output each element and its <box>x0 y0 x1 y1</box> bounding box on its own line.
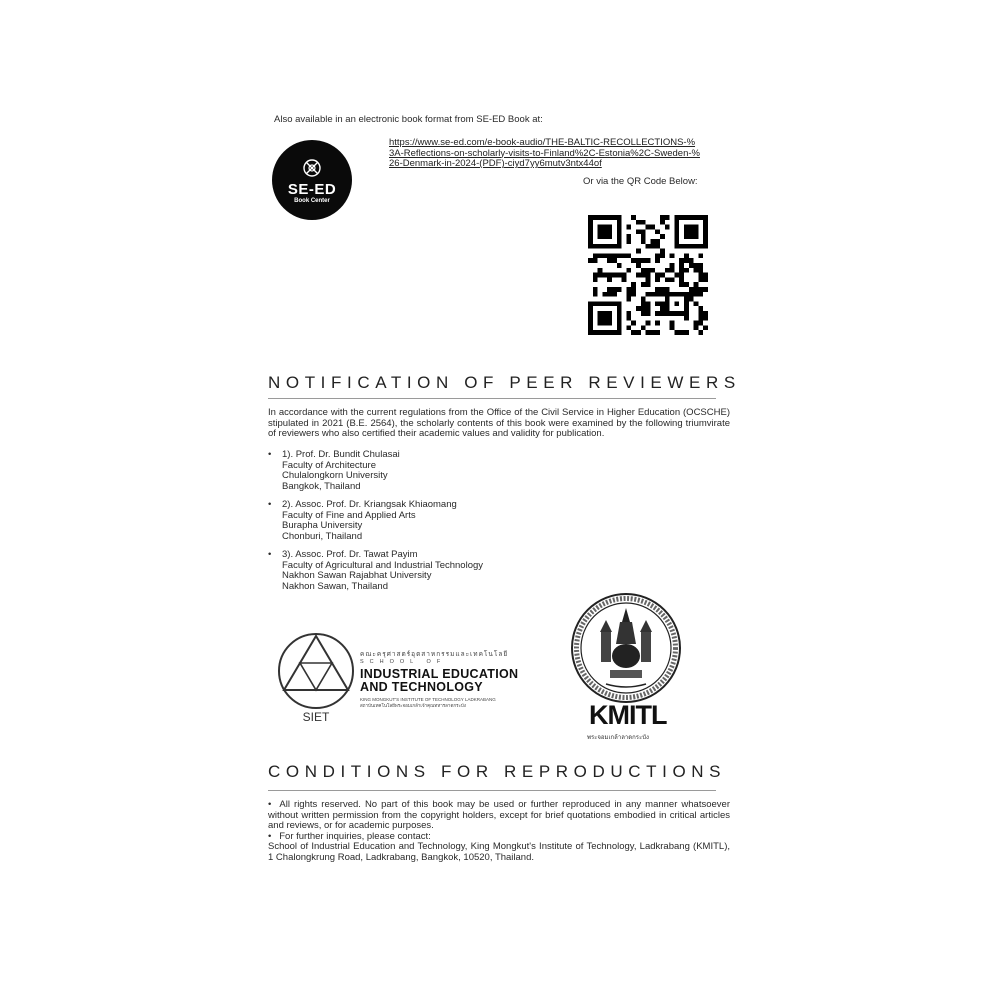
iet-line-2: AND TECHNOLOGY <box>360 680 483 694</box>
se-ed-brand: SE-ED <box>287 181 337 198</box>
inquiry-text: For further inquiries, please contact: <box>279 830 431 842</box>
se-ed-subtitle: Book Center <box>294 198 330 204</box>
heading-divider <box>268 398 716 399</box>
se-ed-logo-icon <box>302 158 322 178</box>
bullet-icon: • <box>268 499 272 510</box>
iet-line-1: INDUSTRIAL EDUCATION <box>360 667 519 681</box>
rights-text: All rights reserved. No part of this book may be used or further reproduced in any manner whatsoever without written permission from the copyright holders, except for brief quotations embodied in critical articles and reviews, or for academic purposes. <box>268 799 730 831</box>
kmitl-thai-small: สถาบันเทคโนโลยีพระจอมเกล้าเจ้าคุณทหารลาดกระบัง <box>360 703 466 708</box>
reviewer-faculty: Faculty of Architecture <box>282 459 376 471</box>
reviewer-item <box>268 500 568 542</box>
peer-reviewers-heading: NOTIFICATION OF PEER REVIEWERS <box>268 373 741 392</box>
school-of-label: SCHOOL OF <box>360 659 447 665</box>
contact-address: School of Industrial Education and Technology, King Mongkut's Institute of Technology, Ladkrabang (KMITL), 1 Chalongkrung Road, Ladkrabang, Bangkok, 10520, Thailand. <box>268 841 730 863</box>
reviewer-faculty: Faculty of Fine and Applied Arts <box>282 509 416 521</box>
iet-wordmark <box>360 649 520 709</box>
siet-thai-name: คณะครุศาสตร์อุตสาหกรรมและเทคโนโลยี <box>360 651 509 658</box>
ebook-url-link[interactable] <box>389 138 729 170</box>
reviewer-university: Nakhon Sawan Rajabhat University <box>282 570 432 581</box>
kmitl-english-small: KING MONGKUT'S INSTITUTE OF TECHNOLOGY LADKRABANG <box>360 697 496 702</box>
ebook-availability-text: Also available in an electronic book format from SE-ED Book at: <box>274 114 543 125</box>
reviewer-faculty: Faculty of Agricultural and Industrial Technology <box>282 559 484 571</box>
conditions-heading: CONDITIONS FOR REPRODUCTIONS <box>268 762 727 781</box>
qr-code[interactable] <box>588 215 708 335</box>
bullet-icon: • <box>268 549 272 560</box>
bullet-icon: • <box>268 799 280 810</box>
kmitl-wordmark: KMITL <box>589 700 667 730</box>
url-line: 3A-Reflections-on-scholarly-visits-to-Finland%2C-Estonia%2C-Sweden-% <box>389 147 700 159</box>
bullet-icon: • <box>268 449 272 460</box>
reviewer-location: Bangkok, Thailand <box>282 480 361 492</box>
rights-paragraph <box>268 800 730 832</box>
reviewer-name: 1). Prof. Dr. Bundit Chulasai <box>282 449 400 460</box>
reviewer-item <box>268 450 568 492</box>
kmitl-thai-name: พระจอมเกล้าลาดกระบัง <box>587 735 649 741</box>
url-line: 26-Denmark-in-2024-(PDF)-ciyd7yy6mutv3ntx44of <box>389 158 602 169</box>
kmitl-seal-icon <box>570 592 682 704</box>
se-ed-logo <box>272 140 352 220</box>
reviewer-university: Chulalongkorn University <box>282 470 388 481</box>
reviewer-location: Chonburi, Thailand <box>282 530 363 542</box>
siet-label: SIET <box>302 710 330 723</box>
reviewer-name: 2). Assoc. Prof. Dr. Kriangsak Khiaomang <box>282 499 457 510</box>
reviewer-university: Burapha University <box>282 520 363 531</box>
reviewer-name: 3). Assoc. Prof. Dr. Tawat Payim <box>282 549 418 560</box>
bullet-icon: • <box>268 830 280 842</box>
qr-note: Or via the QR Code Below: <box>583 176 698 187</box>
heading-divider <box>268 790 716 791</box>
conditions-text <box>268 800 730 863</box>
reviewer-item <box>268 550 568 592</box>
url-line: https://www.se-ed.com/e-book-audio/THE-BALTIC-RECOLLECTIONS-% <box>389 137 696 148</box>
siet-logo-icon <box>276 631 356 723</box>
reviewer-location: Nakhon Sawan, Thailand <box>282 580 388 592</box>
peer-intro-paragraph: In accordance with the current regulations from the Office of the Civil Service in Higher Education (OCSCHE) stipulated in 2021 (B.E. 2564), the scholarly contents of this book were examined by the following triumvirate of reviewers who also certified their academic values and validity for publication. <box>268 407 730 439</box>
